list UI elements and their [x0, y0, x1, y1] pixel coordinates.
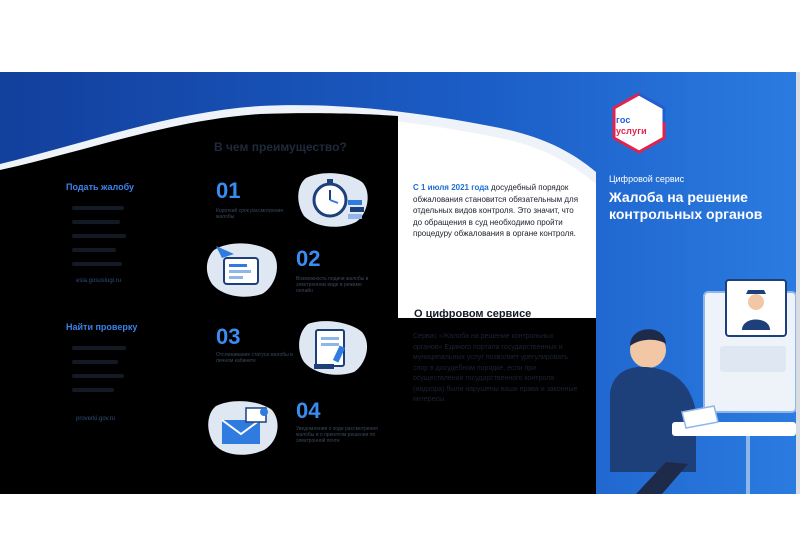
- about-title: О цифровом сервисе: [414, 308, 532, 320]
- logo-text-uslugi: услуги: [616, 126, 647, 136]
- about-text: Сервис «Жалоба на решение контрольных органов» Единого портала государственных и муниципальных услуг позволяет урегулировать спор в досудебном порядке, если при осуществлении государственного контроля (надзора) были нарушены ваши права и законные интересы.: [413, 333, 578, 403]
- page-edge: [796, 72, 800, 494]
- advantage-number: 04: [296, 398, 321, 423]
- advantages-title: В чем преимущество?: [214, 140, 347, 154]
- advantage-text: Уведомления о ходе рассмотрения жалобы и о принятом решении по электронной почте: [296, 426, 378, 444]
- mail-icon: [206, 398, 280, 456]
- advantage-text: Возможность подачи жалобы в электронном виде в режиме онлайн: [296, 276, 369, 294]
- file-complaint-title[interactable]: Подать жалобу: [66, 182, 135, 192]
- document-stamp-icon: [296, 318, 370, 376]
- advantage-number: 01: [216, 178, 241, 203]
- advantage-number: 03: [216, 324, 241, 349]
- advantage-text: Отслеживание статуса жалобы в личном кабинете: [216, 352, 293, 364]
- service-subtitle: Цифровой сервис: [609, 174, 685, 184]
- officer-illustration: [596, 272, 796, 494]
- info-body: досудебный порядок обжалования становится обязательным для отдельных видов контроля. Это значит, что до обращения в суд необходимо пройти процедуру обжалования в органе контроля.: [413, 183, 579, 238]
- proverki-link[interactable]: proverki.gov.ru: [76, 416, 116, 422]
- find-inspection-title[interactable]: Найти проверку: [66, 322, 138, 332]
- esia-link[interactable]: esia.gosuslugi.ru: [76, 278, 122, 284]
- send-tablet-icon: [206, 240, 280, 298]
- service-title: Жалоба на решение контрольных органов: [609, 189, 763, 222]
- stopwatch-icon: [296, 170, 370, 228]
- sidebar: [0, 72, 200, 494]
- advantage-text: Короткий срок рассмотрения жалобы: [216, 208, 284, 220]
- advantage-number: 02: [296, 246, 321, 271]
- service-banner: [0, 72, 796, 494]
- info-highlight: С 1 июля 2021 года: [413, 183, 489, 192]
- info-paragraph: [413, 182, 583, 240]
- logo-text-gos: гос: [616, 115, 631, 125]
